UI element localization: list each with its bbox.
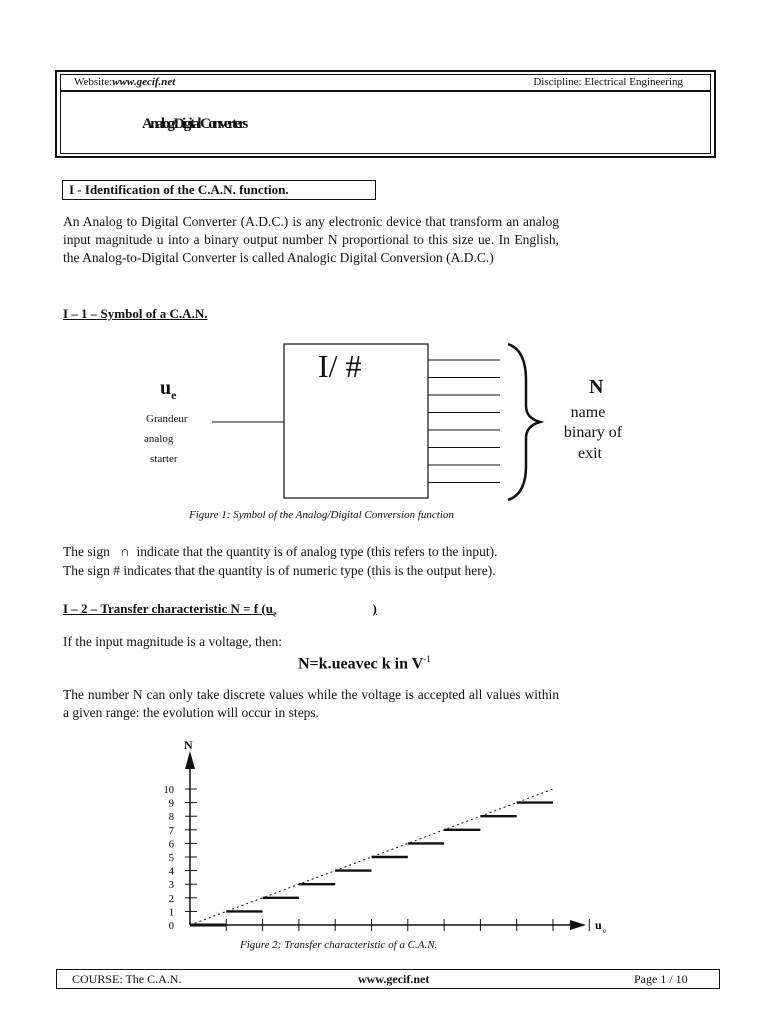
y-tick-label: 6 — [168, 839, 174, 851]
input-label: $u_e$ — [160, 377, 177, 402]
y-tick-label: 1 — [168, 907, 174, 919]
section-1-title: I - Identification of the C.A.N. function. — [62, 180, 376, 200]
x-axis-label: u — [595, 918, 602, 932]
website-label: Website: — [74, 76, 113, 88]
footer-site-link[interactable]: www.gecif.net — [358, 972, 430, 986]
input-desc-line-1: Grandeur — [146, 413, 188, 425]
output-desc-line-3: exit — [578, 445, 602, 462]
transfer-equation: N=k.ueavec k in $V^{-1}$ — [298, 654, 431, 673]
y-tick-label: 4 — [168, 866, 174, 878]
y-tick-label: 2 — [168, 893, 174, 905]
y-axis-arrow — [185, 751, 195, 769]
document-title: Analog/Digital Converters — [142, 116, 246, 132]
header-divider — [60, 90, 711, 92]
subsection-2-title: I – 2 – Transfer characteristic N = f ($u_e$ ) — [63, 601, 377, 619]
header-discipline: Discipline: Electrical Engineering — [533, 76, 683, 88]
x-axis-arrow — [570, 920, 586, 930]
x-axis-label-sub: e — [603, 927, 607, 935]
y-tick-label: 8 — [168, 812, 174, 824]
output-brace — [508, 344, 540, 500]
header-website — [74, 76, 175, 88]
y-tick-label: 9 — [168, 798, 174, 810]
footer-course: COURSE: The C.A.N. — [72, 972, 182, 986]
y-axis-label: N — [184, 738, 193, 752]
adc-block-symbol: I/ # — [318, 348, 362, 384]
y-tick-label: 3 — [168, 880, 174, 892]
figure-1-caption: Figure 1: Symbol of the Analog/Digital Conversion function — [189, 509, 454, 521]
sign-analog-text: The sign ∩ indicate that the quantity is of analog type (this refers to the input). — [63, 544, 498, 559]
output-label: N — [589, 376, 604, 398]
footer-page-number: Page 1 / 10 — [634, 972, 688, 986]
y-tick-label: 5 — [168, 853, 174, 864]
sign-numeric-text: The sign # indicates that the quantity is of numeric type (this is the output here). — [63, 563, 496, 578]
y-tick-label: 10 — [163, 785, 174, 796]
transfer-intro: If the input magnitude is a voltage, then: — [63, 634, 282, 649]
output-desc-line-1: name — [570, 404, 606, 421]
y-tick-label: 7 — [168, 825, 174, 837]
transfer-paragraph: The number N can only take discrete values while the voltage is accepted all values within a given range: the evolution will occur in steps. — [63, 687, 559, 720]
subsection-1-title: I – 1 – Symbol of a C.A.N. — [63, 306, 208, 321]
input-desc-line-2: analog — [144, 433, 174, 445]
website-link[interactable]: www.gecif.net — [112, 76, 176, 88]
figure-2-caption: Figure 2: Transfer characteristic of a C.A.N. — [240, 939, 438, 951]
input-desc-line-3: starter — [150, 453, 178, 465]
section-1-paragraph: An Analog to Digital Converter (A.D.C.) is any electronic device that transform an analog input magnitude u into a binary output number N proportional to this size ue. In English, the Analog-to-Digital Converter is called Analogic Digital Conversion (A.D.C.) — [63, 214, 559, 265]
analog-sign-icon: ∩ — [120, 544, 130, 559]
output-lines — [428, 360, 500, 483]
output-desc-line-2: binary of — [563, 424, 623, 441]
transfer-chart — [150, 735, 620, 935]
y-tick-label: 0 — [168, 921, 174, 932]
